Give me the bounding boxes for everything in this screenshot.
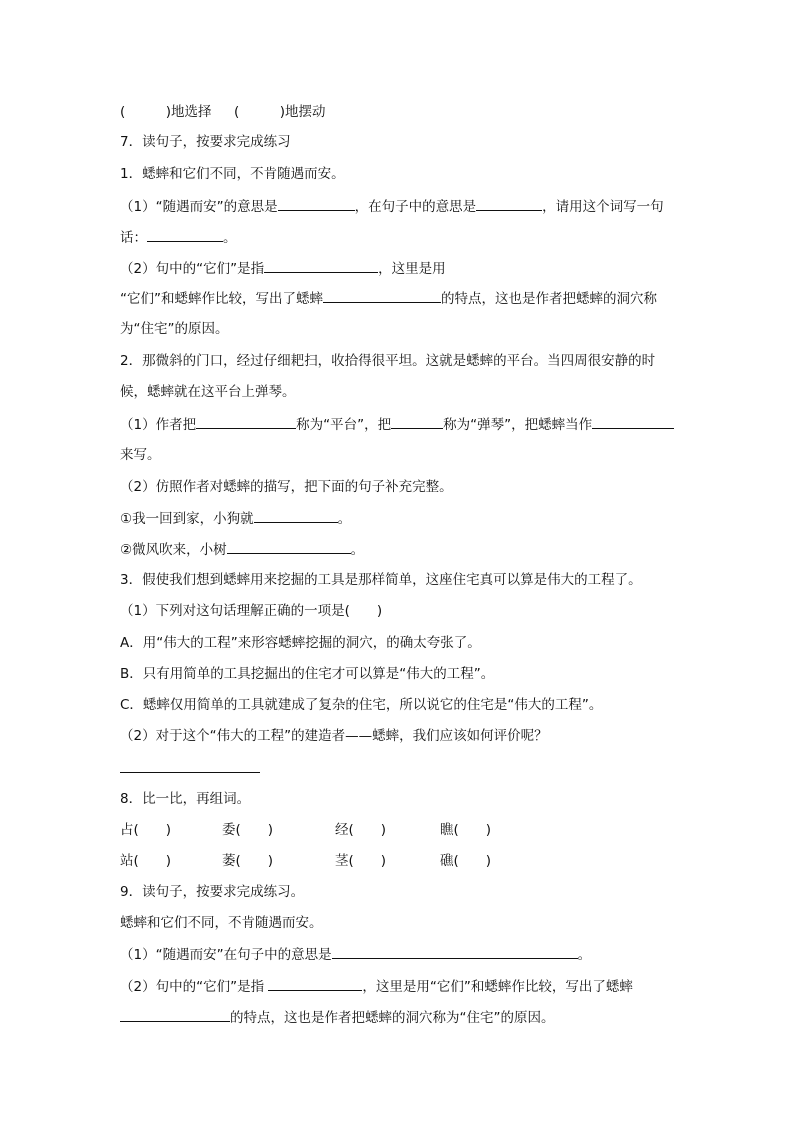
text-segment: （2）句中的“它们”是指 [120, 979, 269, 995]
text-segment: 。 [337, 511, 352, 527]
q7-s1-p1 [120, 197, 664, 216]
answer-blank[interactable] [268, 977, 362, 991]
answer-blank[interactable] [120, 1008, 230, 1022]
q8-word[interactable]: 站( ) [120, 853, 172, 869]
answer-blank[interactable] [391, 415, 443, 429]
answer-blank[interactable] [476, 197, 542, 211]
q7-s2-p2-b [120, 540, 364, 559]
answer-blank[interactable] [254, 509, 338, 523]
answer-blank[interactable] [332, 945, 578, 959]
q7-s3-option-b[interactable]: B．只有用简单的工具挖掘出的住宅才可以算是“伟大的工程”。 [120, 666, 495, 682]
q8-word[interactable]: 萎( ) [222, 853, 274, 869]
text-segment: ，在句子中的意思是 [354, 199, 477, 215]
text-segment: 称为“平台”，把 [296, 417, 392, 433]
text-segment: 。 [577, 947, 592, 963]
q9-p1 [120, 945, 591, 964]
q7-s3-p1: （1）下列对这句话理解正确的一项是( ) [120, 603, 383, 619]
q7-s3-option-c[interactable]: C．蟋蟀仅用简单的工具就建成了复杂的住宅，所以说它的住宅是“伟大的工程”。 [120, 697, 603, 713]
q7-s2-sentence-line2: 候，蟋蟀就在这平台上弹琴。 [120, 384, 296, 400]
q7-s2-p1 [120, 415, 674, 434]
q7-s2-p2: （2）仿照作者对蟋蟀的描写，把下面的句子补充完整。 [120, 479, 453, 495]
answer-blank[interactable] [147, 228, 223, 242]
text-segment: （1）“随遇而安”的意思是 [120, 199, 278, 215]
q7-s2-p1-end: 来写。 [120, 447, 161, 463]
q7-s1-p2-end: 为“住宅”的原因。 [120, 321, 229, 337]
q7-s2-sentence-line1: 2．那微斜的门口，经过仔细耙扫，收拾得很平坦。这就是蟋蟀的平台。当四周很安静的时 [120, 353, 656, 369]
text-segment: 的特点，这也是作者把蟋蟀的洞穴称 [441, 291, 657, 307]
q8-word[interactable]: 茎( ) [335, 853, 387, 869]
prev-question-choose: ( )地选择 [120, 104, 212, 120]
text-segment: “它们”和蟋蟀作比较，写出了蟋蟀 [120, 291, 323, 307]
text-segment: ②微风吹来，小树 [120, 542, 227, 558]
answer-blank[interactable] [323, 289, 441, 303]
text-segment: ，这里是用 [378, 261, 446, 277]
text-segment: 的特点，这也是作者把蟋蟀的洞穴称为“住宅”的原因。 [230, 1010, 555, 1026]
answer-blank[interactable] [278, 197, 355, 211]
text-segment: ①我一回到家，小狗就 [120, 511, 254, 527]
q7-title: 7．读句子，按要求完成练习 [120, 134, 291, 150]
text-segment: 。 [350, 542, 365, 558]
answer-line[interactable] [120, 772, 260, 773]
q7-s1-p1-cont [120, 228, 237, 247]
q7-s3-option-a[interactable]: A．用“伟大的工程”来形容蟋蟀挖掘的洞穴，的确太夸张了。 [120, 635, 481, 651]
q7-s1-p2 [120, 259, 446, 278]
text-segment: 称为“弹琴”，把蟋蟀当作 [443, 417, 593, 433]
answer-blank[interactable] [592, 415, 674, 429]
q8-word[interactable]: 瞧( ) [440, 822, 492, 838]
q7-s1-sentence: 1．蟋蟀和它们不同，不肯随遇而安。 [120, 166, 345, 182]
text-segment: ，请用这个词写一句 [542, 199, 664, 215]
text-segment: （1）“随遇而安”在句子中的意思是 [120, 947, 332, 963]
q7-s3-sentence: 3．假使我们想到蟋蟀用来挖掘的工具是那样简单，这座住宅真可以算是伟大的工程了。 [120, 572, 642, 588]
q8-word[interactable]: 占( ) [120, 822, 172, 838]
answer-blank[interactable] [196, 415, 296, 429]
text-segment: ，这里是用“它们”和蟋蟀作比较，写出了蟋蟀 [362, 979, 633, 995]
q7-s3-p2: （2）对于这个“伟大的工程”的建造者——蟋蟀，我们应该如何评价呢？ [120, 728, 548, 744]
text-segment: （1）作者把 [120, 417, 197, 433]
q8-word[interactable]: 礁( ) [440, 853, 492, 869]
q9-sentence: 蟋蟀和它们不同，不肯随遇而安。 [120, 915, 323, 931]
q7-s2-p2-a [120, 509, 351, 528]
q9-p2 [120, 977, 633, 996]
prev-question-swing: ( )地摆动 [234, 104, 326, 120]
text-segment: 。 [223, 230, 237, 246]
q8-word[interactable]: 经( ) [335, 822, 387, 838]
q8-word[interactable]: 委( ) [222, 822, 274, 838]
text-segment: （2）句中的“它们”是指 [120, 261, 265, 277]
text-segment: 话： [120, 230, 147, 246]
q8-title: 8．比一比，再组词。 [120, 791, 251, 807]
q9-p2-cont [120, 1008, 555, 1027]
q9-title: 9．读句子，按要求完成练习。 [120, 884, 305, 900]
answer-blank[interactable] [227, 540, 351, 554]
answer-blank[interactable] [264, 259, 378, 273]
q7-s1-p2-cont [120, 289, 657, 308]
